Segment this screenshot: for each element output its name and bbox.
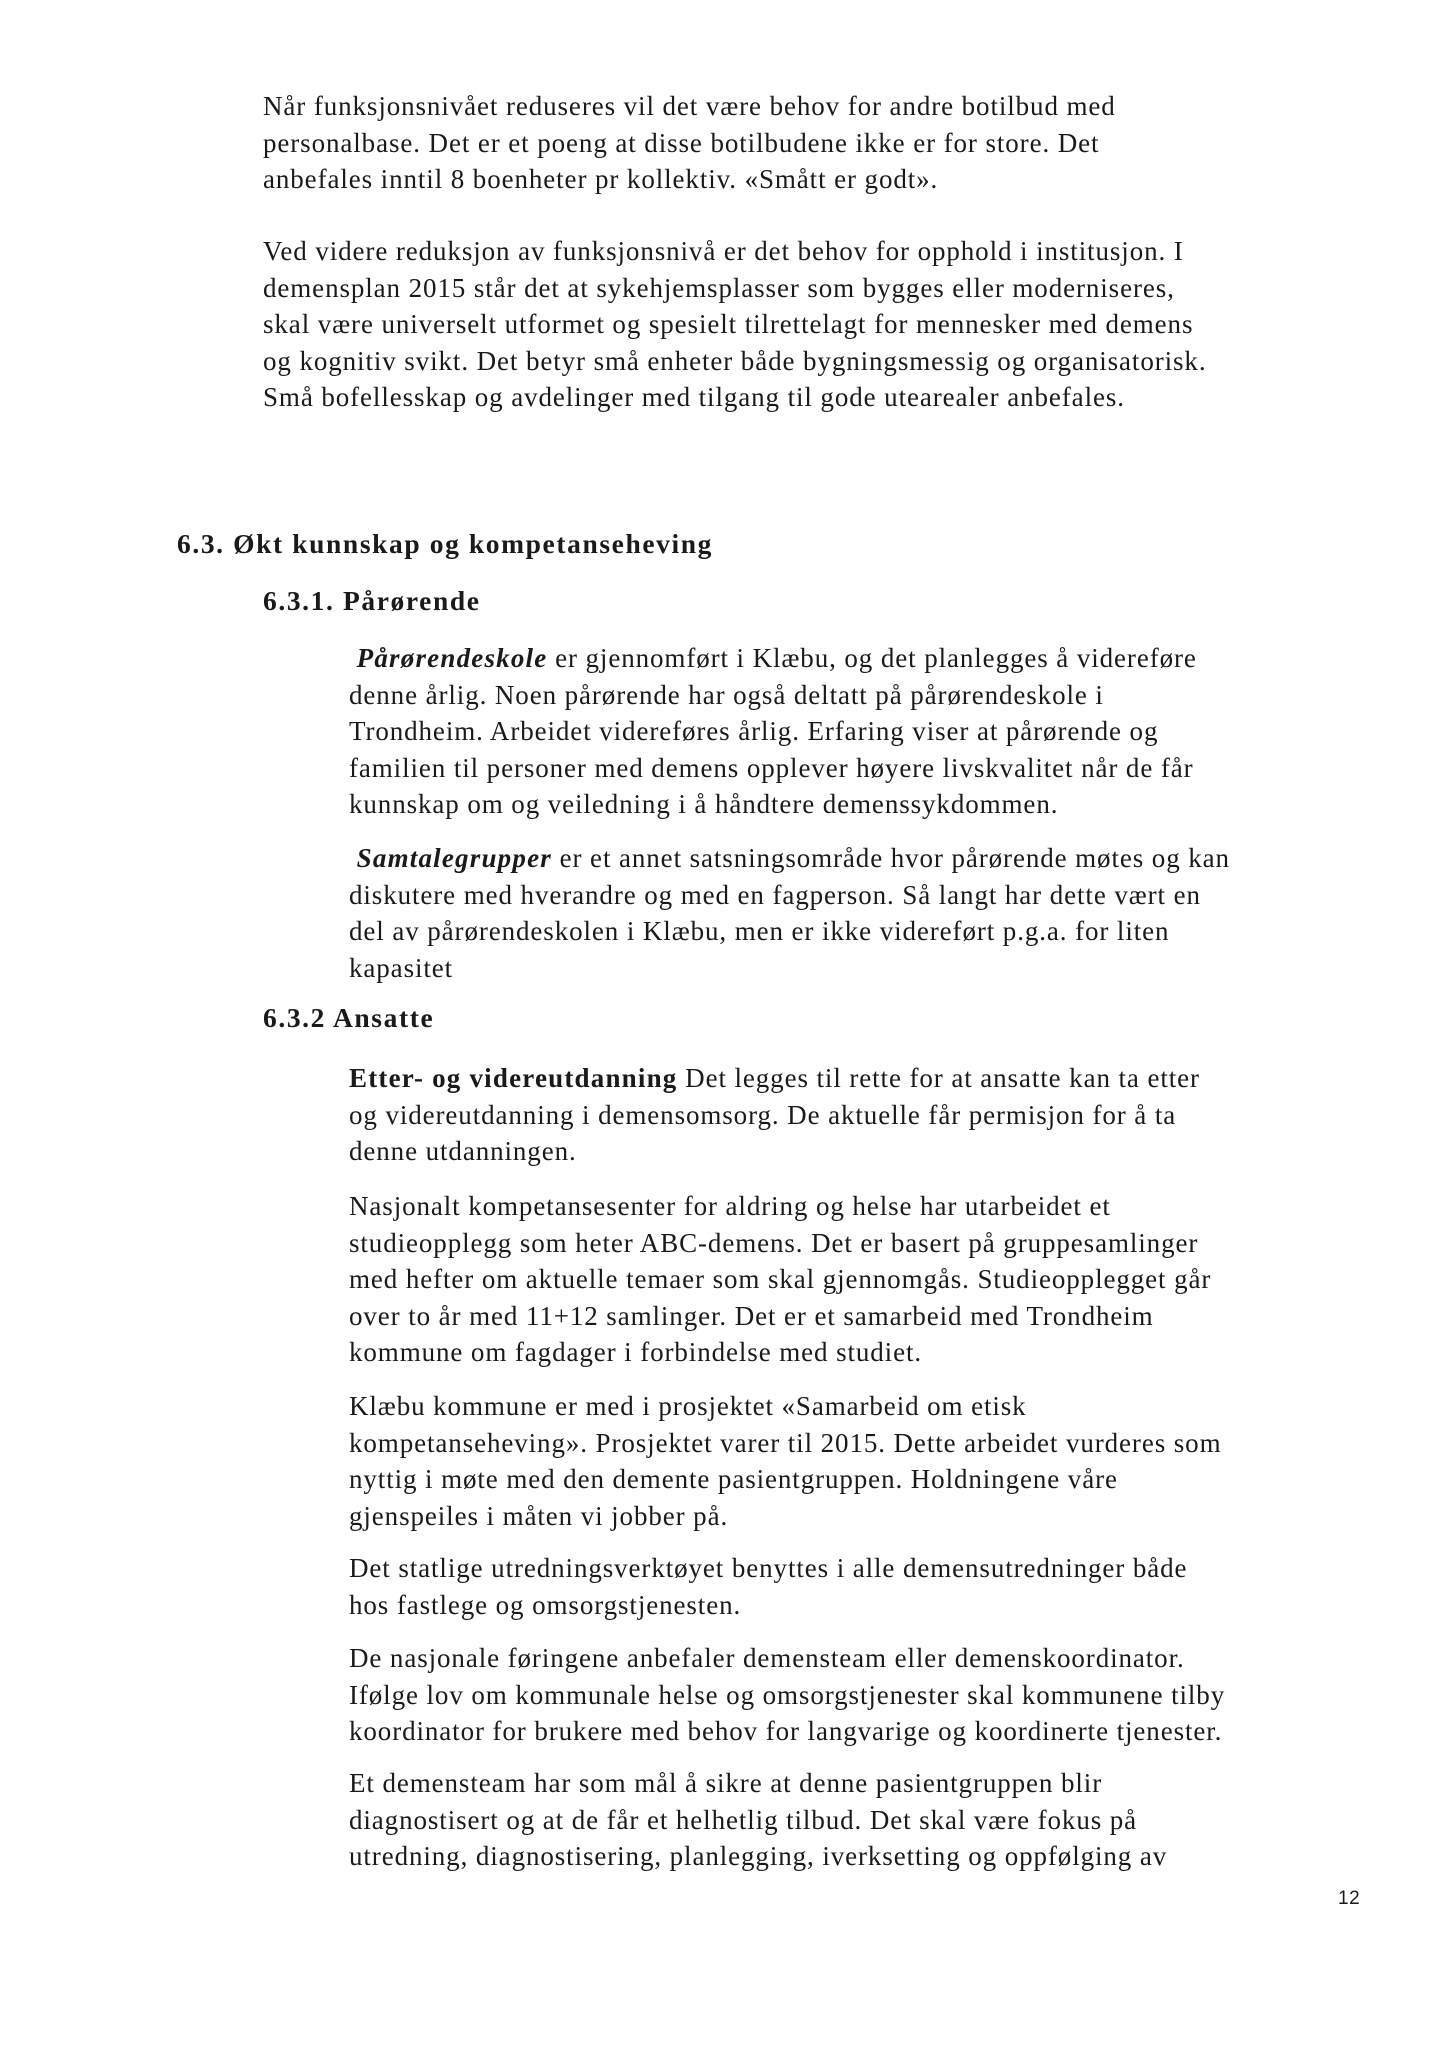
text-line: over to år med 11+12 samlinger. Det er et samarbeid med Trondheim bbox=[349, 1300, 1154, 1331]
paragraph-demenskoordinator bbox=[349, 1640, 1225, 1750]
text-line: koordinator for brukere med behov for langvarige og koordinerte tjenester. bbox=[349, 1716, 1223, 1746]
text-line: diskutere med hverandre og med en fagperson. Så langt har dette vært en bbox=[349, 879, 1201, 910]
text-line: demensplan 2015 står det at sykehjemsplasser som bygges eller moderniseres, bbox=[263, 272, 1175, 303]
text-segment: Det legges til rette for at ansatte kan ta etter bbox=[677, 1063, 1200, 1093]
text-line: denne utdanningen. bbox=[349, 1136, 577, 1166]
text-line bbox=[349, 640, 1197, 677]
text-line: anbefales inntil 8 boenheter pr kollektiv. «Smått er godt». bbox=[263, 164, 939, 194]
text-line: Klæbu kommune er med i prosjektet «Samarbeid om etisk bbox=[349, 1391, 1027, 1421]
text-line: De nasjonale føringene anbefaler demensteam eller demenskoordinator. bbox=[349, 1643, 1185, 1673]
paragraph-utredningsverktoy bbox=[349, 1550, 1187, 1623]
text-line: denne årlig. Noen pårørende har også deltatt på pårørendeskole i bbox=[349, 679, 1104, 710]
text-line: del av pårørendeskolen i Klæbu, men er ikke videreført p.g.a. for liten bbox=[349, 916, 1170, 946]
text-segment: er et annet satsningsområde hvor pårørende møtes og kan bbox=[551, 843, 1230, 873]
text-line: Nasjonalt kompetansesenter for aldring og helse har utarbeidet et bbox=[349, 1191, 1111, 1221]
text-line: Et demensteam har som mål å sikre at denne pasientgruppen blir bbox=[349, 1768, 1103, 1798]
text-line: hos fastlege og omsorgstjenesten. bbox=[349, 1589, 742, 1620]
paragraph-demensteam bbox=[349, 1765, 1167, 1875]
text-line: kommune om fagdager i forbindelse med studiet. bbox=[349, 1337, 923, 1367]
text-line: gjenspeiles i måten vi jobber på. bbox=[349, 1500, 729, 1531]
text-line: nyttig i møte med den demente pasientgruppen. Holdningene våre bbox=[349, 1464, 1118, 1494]
text-line: Det statlige utredningsverktøyet benyttes i alle demensutredninger både bbox=[349, 1553, 1188, 1583]
section-heading-6-3: 6.3. Økt kunnskap og kompetanseheving bbox=[177, 528, 714, 559]
text-segment: er gjennomført i Klæbu, og det planlegges å videreføre bbox=[547, 643, 1197, 673]
term-videreutdanning: Etter- og videreutdanning bbox=[349, 1063, 678, 1093]
text-line: Når funksjonsnivået reduseres vil det være behov for andre botilbud med bbox=[263, 91, 1116, 121]
text-line: skal være universelt utformet og spesielt tilrettelagt for mennesker med demens bbox=[263, 309, 1194, 339]
text-line: Små bofellesskap og avdelinger med tilgang til gode utearealer anbefales. bbox=[263, 382, 1125, 412]
text-line: familien til personer med demens opplever høyere livskvalitet når de får bbox=[349, 752, 1194, 783]
subsection-heading-6-3-1: 6.3.1. Pårørende bbox=[263, 585, 481, 616]
paragraph-abc-demens bbox=[349, 1188, 1211, 1371]
paragraph-parorendeskole bbox=[349, 640, 1197, 823]
text-line: diagnostisert og at de får et helhetlig tilbud. Det skal være fokus på bbox=[349, 1804, 1138, 1835]
paragraph-institusjon bbox=[263, 233, 1206, 416]
text-line bbox=[349, 1060, 1200, 1097]
page-number: 12 bbox=[1338, 1888, 1361, 1909]
term-samtalegrupper: Samtalegrupper bbox=[356, 843, 552, 873]
text-line: Ifølge lov om kommunale helse og omsorgstjenester skal kommunene tilby bbox=[349, 1679, 1226, 1710]
paragraph-botilbud bbox=[263, 88, 1116, 198]
paragraph-videreutdanning bbox=[349, 1060, 1200, 1170]
subsection-heading-6-3-2: 6.3.2 Ansatte bbox=[263, 1002, 435, 1033]
text-line: Trondheim. Arbeidet videreføres årlig. Erfaring viser at pårørende og bbox=[349, 716, 1159, 746]
text-line: og kognitiv svikt. Det betyr små enheter både bygningsmessig og organisatorisk. bbox=[263, 345, 1207, 376]
paragraph-etisk-kompetanseheving bbox=[349, 1388, 1221, 1534]
text-line: og videreutdanning i demensomsorg. De aktuelle får permisjon for å ta bbox=[349, 1099, 1177, 1130]
text-line: personalbase. Det er et poeng at disse botilbudene ikke er for store. Det bbox=[263, 127, 1100, 158]
text-line: kunnskap om og veiledning i å håndtere demenssykdommen. bbox=[349, 789, 1059, 819]
text-line: Ved videre reduksjon av funksjonsnivå er det behov for opphold i institusjon. I bbox=[263, 236, 1184, 266]
text-line: studieopplegg som heter ABC-demens. Det er basert på gruppesamlinger bbox=[349, 1227, 1199, 1258]
text-line: utredning, diagnostisering, planlegging, iverksetting og oppfølging av bbox=[349, 1841, 1168, 1871]
text-line: kompetanseheving». Prosjektet varer til 2015. Dette arbeidet vurderes som bbox=[349, 1427, 1222, 1458]
paragraph-samtalegrupper bbox=[349, 840, 1230, 986]
text-line: med hefter om aktuelle temaer som skal gjennomgås. Studieopplegget går bbox=[349, 1264, 1212, 1294]
term-parorendeskole: Pårørendeskole bbox=[356, 643, 548, 673]
text-line: kapasitet bbox=[349, 952, 454, 983]
text-line bbox=[349, 840, 1230, 877]
